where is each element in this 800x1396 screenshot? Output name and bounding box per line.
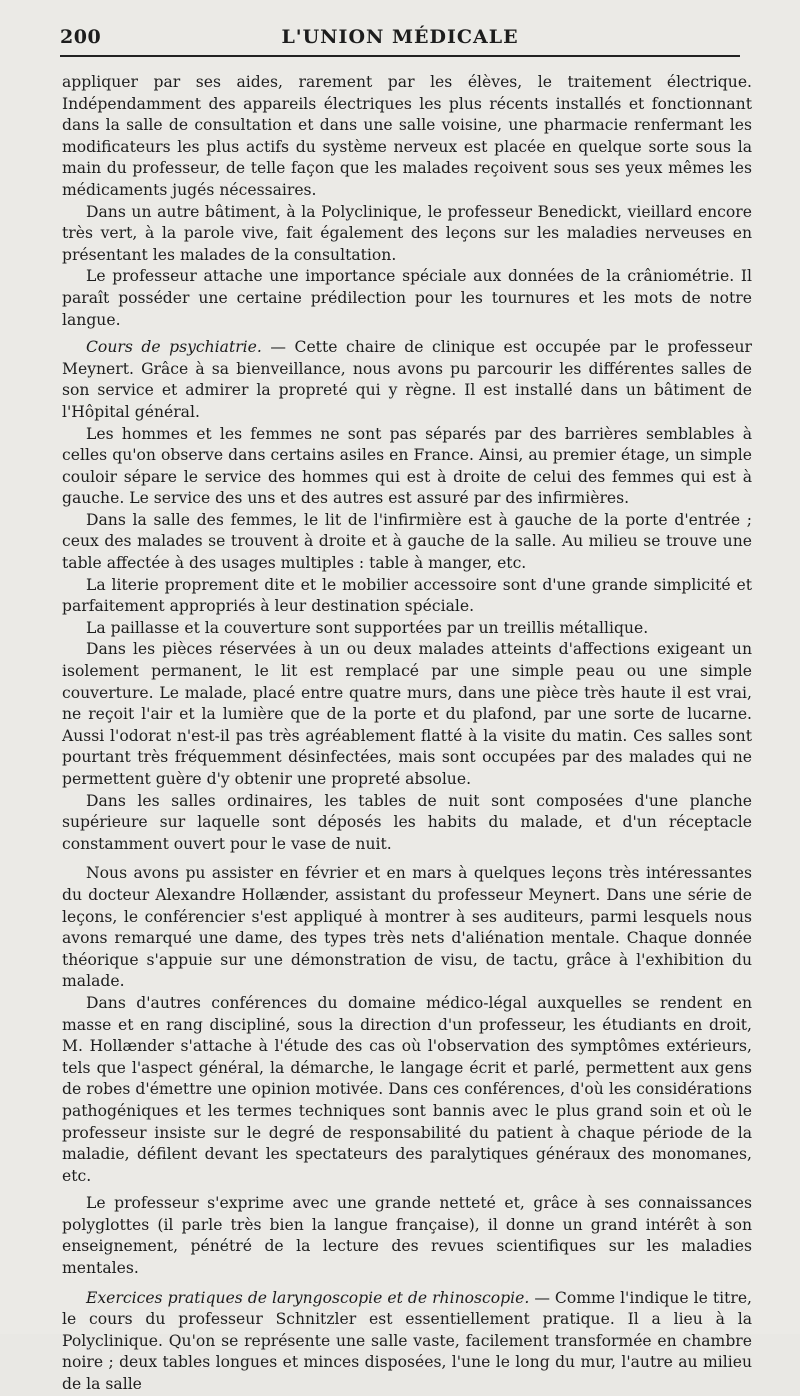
running-title: L'UNION MÉDICALE <box>281 26 519 48</box>
paragraph-text: La literie proprement dite et le mobilier accessoire sont d'une grande simplicité et parfaitement appropriés à leur destination spéciale. <box>62 575 752 616</box>
paragraph-text: Dans d'autres conférences du domaine médico-légal auxquelles se rendent en masse et en rang discipliné, sous la direction d'un professeur, les étudiants en droit, M. Hollænder s'attache à l'étude des cas où l'observation des symptômes extérieurs, tels que l'aspect général, la démarche, le langage écrit et parlé, permettent aux gens de robes d'émettre une opinion motivée. Dans ces conférences, d'où les considérations pathogéniques et les termes techniques sont bannis avec le plus grand soin et où le professeur insiste sur le degré de responsabilité du patient à chaque période de la maladie, défilent devant les spectateurs des paralytiques généraux des monomanes, etc. <box>62 993 752 1185</box>
paragraph-text: La paillasse et la couverture sont supportées par un treillis métallique. <box>86 618 649 637</box>
paragraph <box>62 993 752 1187</box>
section-title: Exercices pratiques de laryngoscopie et de rhinoscopie. <box>86 1288 530 1307</box>
paragraph <box>62 510 752 575</box>
paragraph <box>62 424 752 510</box>
paragraph <box>62 575 752 618</box>
paragraph-text: appliquer par ses aides, rarement par les élèves, le traitement électrique. Indépendamment des appareils électriques les plus récents installés et fonctionnant dans la salle de consultation et dans une salle voisine, une pharmacie renfermant les modificateurs les plus actifs du système nerveux est placée en quelque sorte sous la main du professeur, de telle façon que les malades reçoivent sous ses yeux mêmes les médicaments jugés nécessaires. <box>62 73 752 199</box>
paragraph <box>62 863 752 993</box>
paragraph-text: Dans un autre bâtiment, à la Polyclinique, le professeur Benedickt, vieillard encore très vert, à la parole vive, fait également des leçons sur les maladies nerveuses en présentant les malades de la consultation. <box>62 202 752 264</box>
paragraph-text: Les hommes et les femmes ne sont pas séparés par des barrières semblables à celles qu'on observe dans certains asiles en France. Ainsi, au premier étage, un simple couloir sépare le service des hommes qui est à droite de celui des femmes qui est à gauche. Le service des uns et des autres est assuré par des infirmières. <box>62 424 752 508</box>
page-header <box>60 22 740 52</box>
paragraph-text: Le professeur s'exprime avec une grande netteté et, grâce à ses connaissances polyglottes (il parle très bien la langue française), il donne un grand intérêt à son enseignement, pénétré de la lecture des revues scientifiques sur les maladies mentales. <box>62 1194 752 1278</box>
paragraph <box>62 1193 752 1279</box>
paragraph-text: Nous avons pu assister en février et en mars à quelques leçons très intéressantes du docteur Alexandre Hollænder, assistant du professeur Meynert. Dans une série de leçons, le conférencier s'est appliqué à montrer à ses auditeurs, parmi lesquels nous avons remarqué une dame, des types très nets d'aliénation mentale. Chaque donnée théorique s'appuie sur une démonstration de visu, de tactu, grâce à l'exhibition du malade. <box>62 864 752 991</box>
paragraph-text: Dans les pièces réservées à un ou deux malades atteints d'affections exigeant un isolement permanent, le lit est remplacé par une simple peau ou une simple couverture. Le malade, placé entre quatre murs, dans une pièce très haute il est vrai, ne reçoit l'air et la lumière que de la porte et du plafond, par une sorte de lucarne. Aussi l'odorat n'est-il pas très agréablement flatté à la visite du matin. Ces salles sont pourtant très fréquemment désinfectées, mais sont occupées par des malades qui ne permettent guère d'y obtenir une propreté absolue. <box>62 640 752 788</box>
paragraph-text: — Comme l'indique le titre, le cours du professeur Schnitzler est essentiellement pratique. Il a lieu à la Polyclinique. Qu'on se représente une salle vaste, facilement transformée en chambre noire ; deux tables longues et minces disposées, l'une le long du mur, l'autre au milieu de la salle <box>62 1288 753 1394</box>
page-number: 200 <box>60 26 102 48</box>
paragraph <box>62 202 752 267</box>
paragraph <box>62 337 752 423</box>
paragraph-text: — Cette chaire de clinique est occupée par le professeur Meynert. Grâce à sa bienveillance, nous avons pu parcourir les différentes salles de son service et admirer la propreté qui y règne. Il est installé dans un bâtiment de l'Hôpital général. <box>62 338 752 421</box>
paragraph <box>62 639 752 790</box>
paragraph-text: Le professeur attache une importance spéciale aux données de la crâniométrie. Il paraît posséder une certaine prédilection pour les tournures et les mots de notre langue. <box>62 267 752 329</box>
paragraph <box>62 791 752 856</box>
paragraph <box>62 1288 752 1396</box>
article-body <box>62 72 752 1396</box>
paragraph-text: Dans la salle des femmes, le lit de l'infirmière est à gauche de la porte d'entrée ; ceux des malades se trouvent à droite et à gauche de la salle. Au milieu se trouve une table affectée à des usages multiples : table à manger, etc. <box>62 510 752 573</box>
paragraph-text: Dans les salles ordinaires, les tables de nuit sont composées d'une planche supérieure sur laquelle sont déposés les habits du malade, et d'un réceptacle constamment ouvert pour le vase de nuit. <box>62 791 752 853</box>
section-title: Cours de psychiatrie. <box>86 338 262 357</box>
header-rule <box>60 55 740 57</box>
paragraph <box>62 72 752 202</box>
paragraph <box>62 266 752 331</box>
paragraph <box>62 618 752 640</box>
